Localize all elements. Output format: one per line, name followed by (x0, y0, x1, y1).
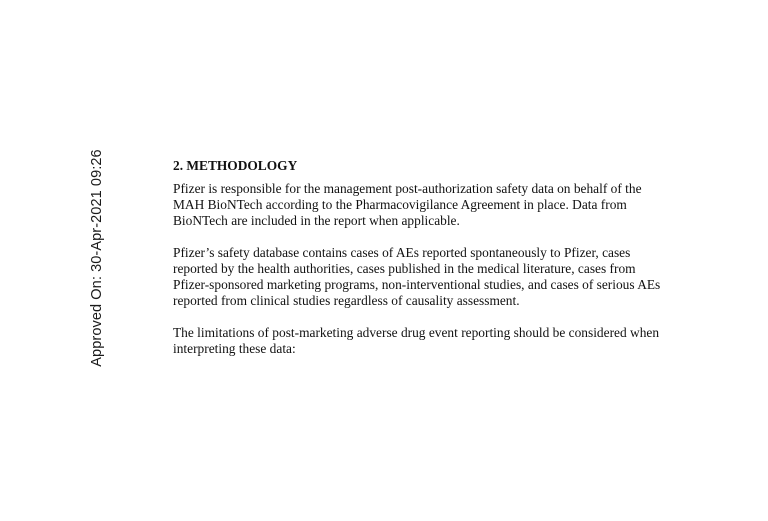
section-heading: 2. METHODOLOGY (173, 158, 298, 173)
section-methodology (173, 158, 673, 373)
paragraph-line: MAH BioNTech according to the Pharmacovigilance Agreement in place. Data from (173, 197, 627, 212)
paragraph-line: BioNTech are included in the report when applicable. (173, 213, 460, 228)
paragraph-responsibility (173, 181, 673, 229)
paragraph-limitations (173, 325, 673, 357)
paragraph-line: reported by the health authorities, cases published in the medical literature, cases from (173, 261, 636, 276)
paragraph-line: The limitations of post-marketing adverse drug event reporting should be considered when (173, 325, 660, 340)
paragraph-line: interpreting these data: (173, 341, 296, 356)
paragraph-safety-database (173, 245, 673, 309)
paragraph-line: Pfizer’s safety database contains cases of AEs reported spontaneously to Pfizer, cases (173, 245, 631, 260)
paragraph-line: Pfizer is responsible for the management post-authorization safety data on behalf of the (173, 181, 642, 196)
paragraph-line: Pfizer-sponsored marketing programs, non-interventional studies, and cases of serious AEs (173, 277, 661, 292)
approval-stamp: Approved On: 30-Apr-2021 09:26 (89, 149, 105, 367)
paragraph-line: reported from clinical studies regardless of causality assessment. (173, 293, 520, 308)
